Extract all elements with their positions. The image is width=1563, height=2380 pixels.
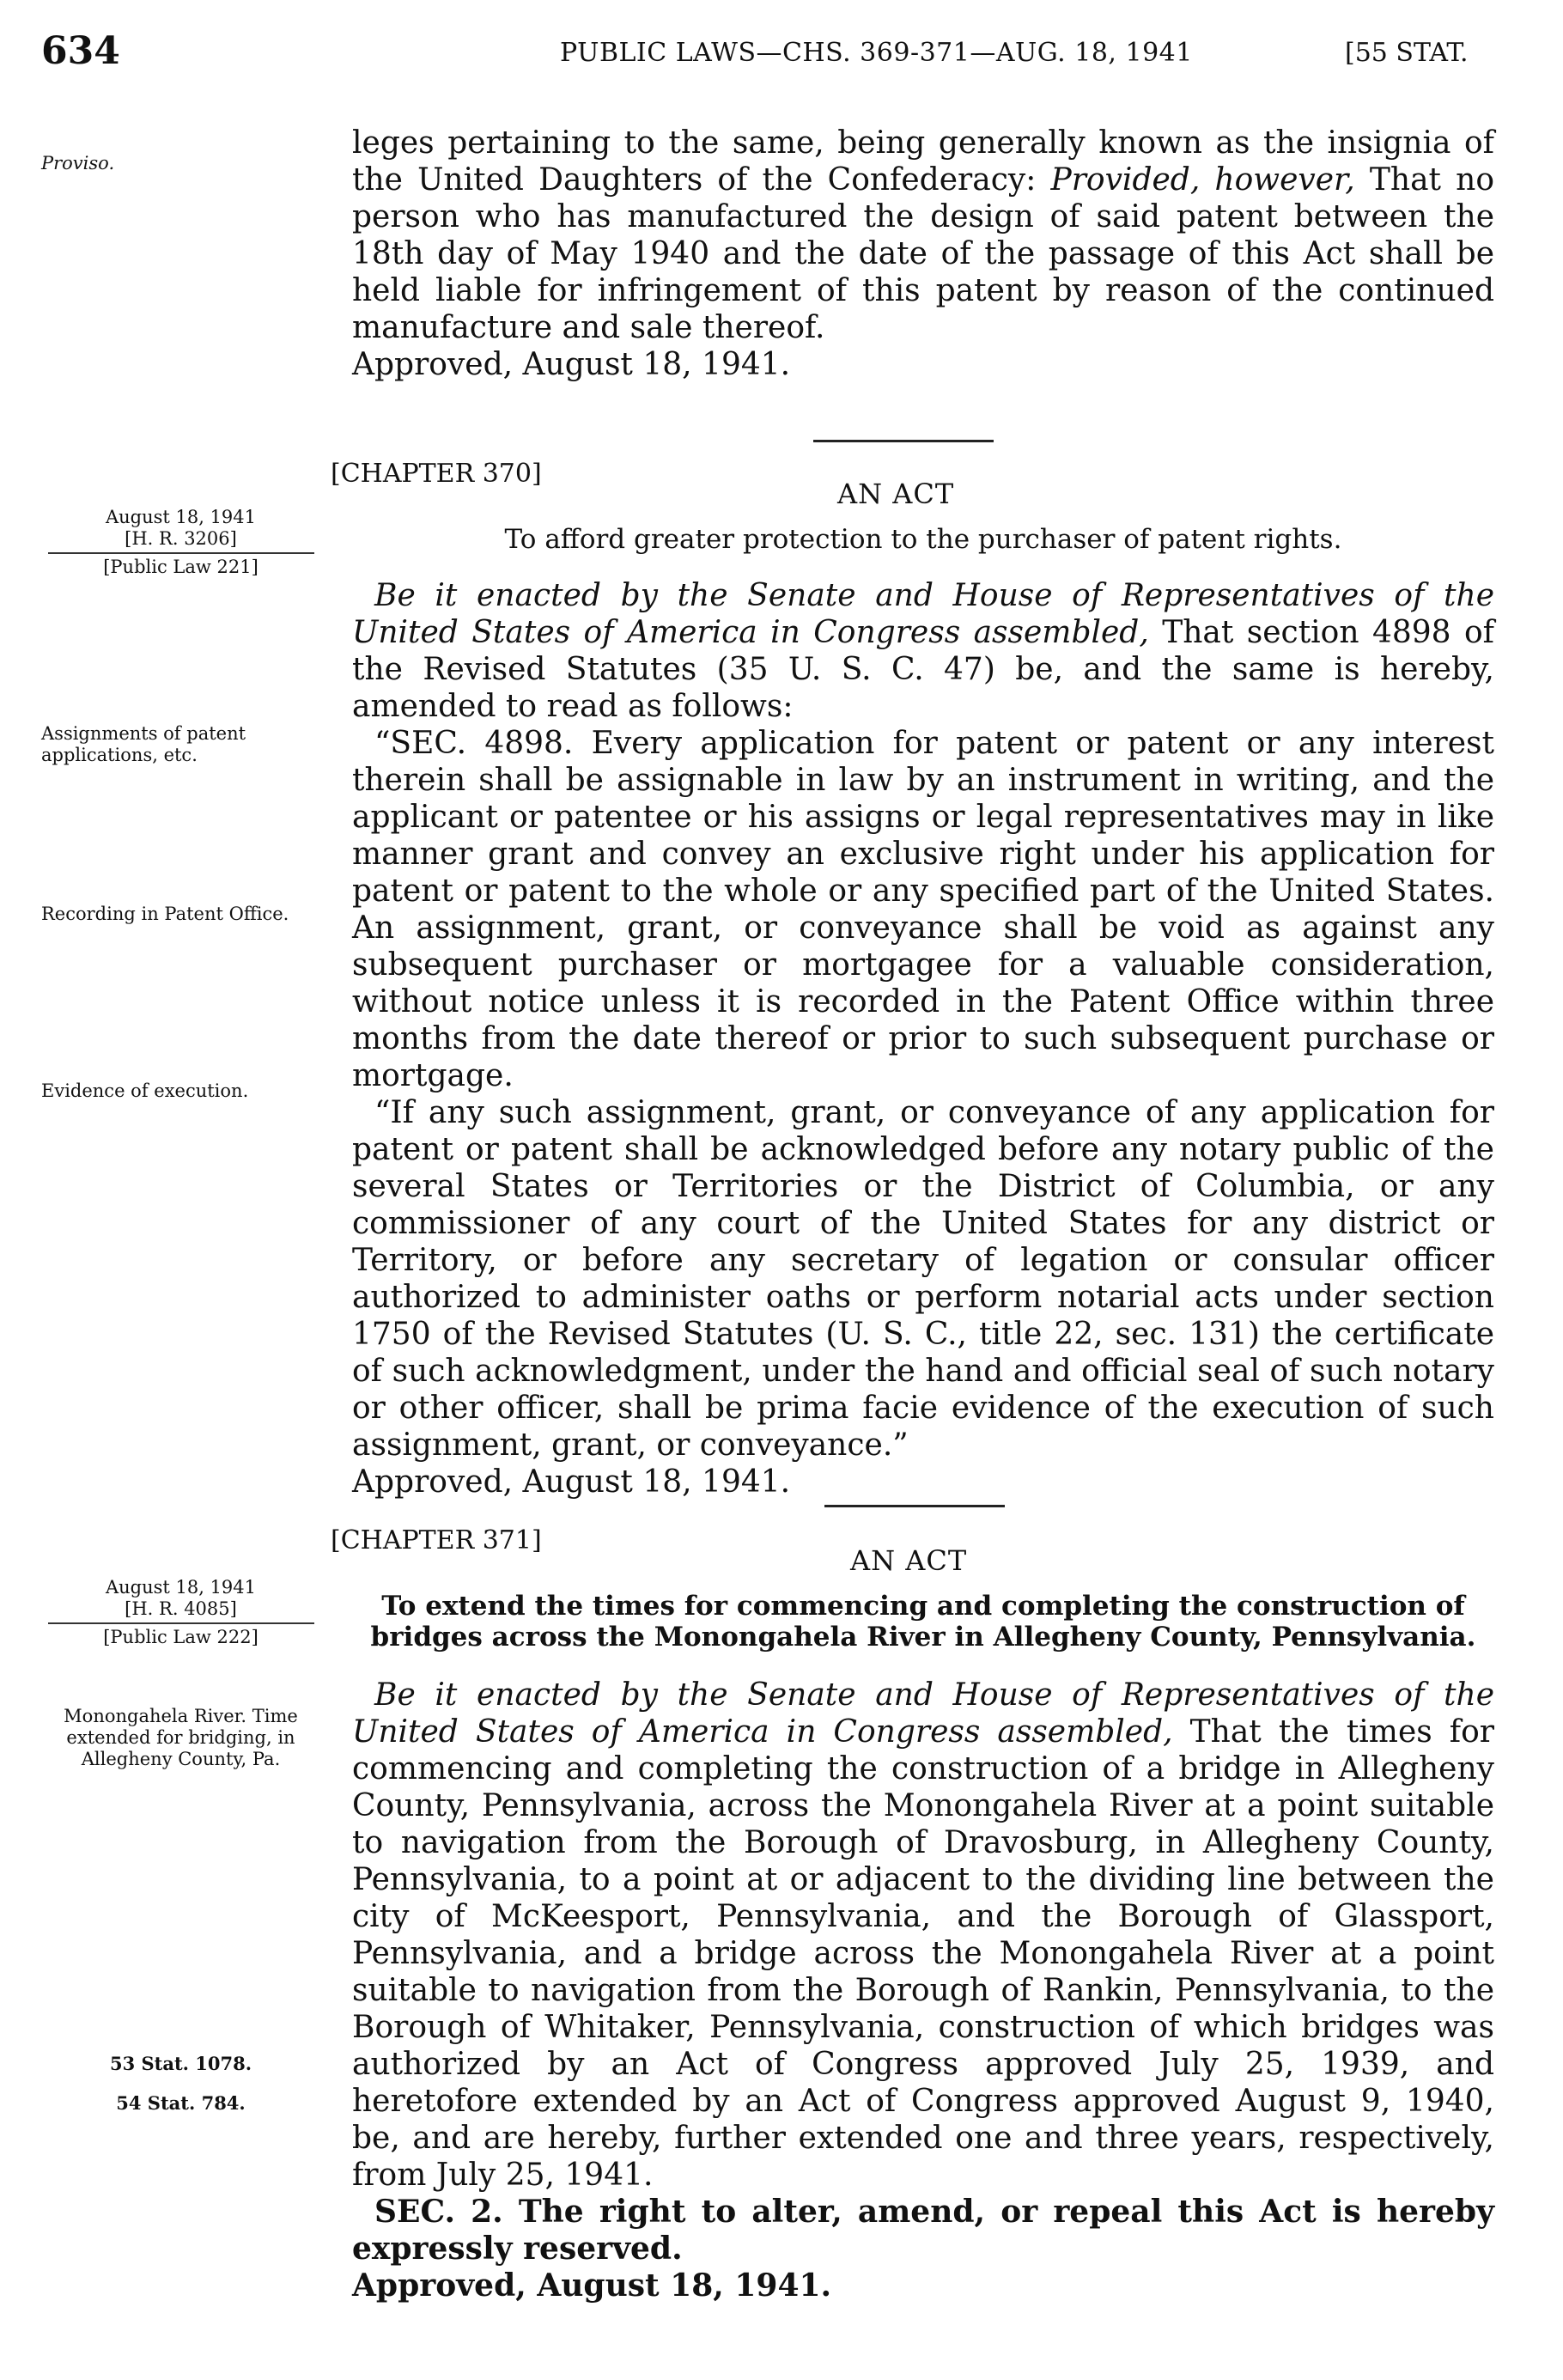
ch369-text-b: That no person who has manufactured the design of said patent between the 18th day of May 1940 and the date of the passage of this Act shall be held liable for infringement of this patent by reason of the continued manufacture and sale thereof. — [352, 162, 1495, 345]
ch370-sidenote-block — [41, 507, 320, 578]
ch371-body — [352, 1677, 1494, 2304]
ch370-an-act: AN ACT — [837, 478, 955, 510]
ch370-section-4898: “SEC. 4898. Every application for patent or patent or any interest therein shall be assignable in law by an instrument in writing, and the applicant or patentee or his assigns or legal representatives may in like manner grant and convey an exclusive right under his application for patent or patent to the whole or any specified part of the United States. An assignment, grant, or conveyance shall be void as against any subsequent purchaser or mortgagee for a valuable consideration, without notice unless it is recorded in the Patent Office within three months from the date thereof or prior to such subsequent purchase or mortgage. — [352, 726, 1494, 1093]
ch370-public-law: [Public Law 221] — [103, 557, 258, 577]
ch371-chapter-label: [CHAPTER 371] — [331, 1525, 542, 1555]
ch370-body — [352, 577, 1494, 1500]
ch370-text-1: That section 4898 of the Revised Statutes (35 U. S. C. 47) be, and the same is hereby, amended to read as follows: — [352, 615, 1494, 724]
ch371-enacting-paragraph — [352, 1677, 1494, 2194]
sidenote-evidence: Evidence of execution. — [41, 1080, 249, 1101]
ch371-enacting-clause: Be it enacted by the Senate and House of Representatives of the United States of America in Congress assembled, — [352, 1677, 1494, 1750]
ch369-approved: Approved, August 18, 1941. — [352, 347, 791, 382]
page-number: 634 — [41, 29, 120, 73]
ch371-bill-number: [H. R. 4085] — [125, 1598, 237, 1619]
ch371-approved: Approved, August 18, 1941. — [352, 2267, 832, 2304]
ch370-enacting-paragraph — [352, 577, 1494, 725]
ch369-paragraph — [352, 125, 1494, 346]
ch369-proviso: Provided, however, — [1050, 162, 1355, 198]
ch371-public-law: [Public Law 222] — [103, 1627, 258, 1647]
section-divider — [813, 440, 994, 442]
ch370-bill-number: [H. R. 3206] — [125, 528, 237, 549]
ch371-date: August 18, 1941 — [105, 1577, 257, 1598]
ch370-date: August 18, 1941 — [105, 507, 257, 527]
running-title: PUBLIC LAWS—CHS. 369-371—AUG. 18, 1941 — [560, 38, 1193, 68]
volume-reference: [55 STAT. — [1345, 38, 1469, 68]
ch371-an-act: AN ACT — [850, 1544, 968, 1577]
sidenote-assignments: Assignments of patent applications, etc. — [41, 723, 246, 765]
ch369-body — [352, 125, 1494, 383]
section-divider — [824, 1505, 1005, 1507]
ch371-purpose: To extend the times for commencing and completing the construction of bridges across the Monongahela River in Allegheny County, Pennsylvania. — [370, 1591, 1476, 1653]
sidenote-recording: Recording in Patent Office. — [41, 904, 289, 924]
ch370-enacting-clause: Be it enacted by the Senate and House of Representatives of the United States of America in Congress assembled, — [352, 578, 1494, 650]
ch370-purpose: To afford greater protection to the purchaser of patent rights. — [504, 524, 1342, 555]
sidenote-54-stat: 54 Stat. 784. — [116, 2092, 246, 2114]
ch371-text-1: That the times for commencing and completing the construction of a bridge in Allegheny County, Pennsylvania, across the Monongahela River at a point suitable to navigation from the Borough of Dravosburg, in Allegheny County, Pennsylvania, to a point at or adjacent to the dividing line between the city of McKeesport, Pennsylvania, and the Borough of Glassport, Pennsylvania, and a bridge across the Monongahela River at a point suitable to navigation from the Borough of Rankin, Pennsylvania, to the Borough of Whitaker, Pennsylvania, construction of which bridges was authorized by an Act of Congress approved July 25, 1939, and heretofore extended by an Act of Congress approved August 9, 1940, be, and are hereby, further extended one and three years, respectively, from July 25, 1941. — [352, 1714, 1494, 2193]
sidenote-53-stat: 53 Stat. 1078. — [109, 2053, 252, 2074]
sidenote-proviso: Proviso. — [41, 153, 115, 173]
sidenote-rule — [48, 552, 314, 554]
ch370-chapter-label: [CHAPTER 370] — [331, 459, 542, 489]
ch370-paragraph-3: “If any such assignment, grant, or conveyance of any application for patent or patent shall be acknowledged before any notary public of the several States or Territories or the District of Columbia, or any commissioner of any court of the United States for any district or Territory, or before any secretary of legation or consular officer authorized to administer oaths or perform notarial acts under section 1750 of the Revised Statutes (U. S. C., title 22, sec. 131) the certificate of such acknowledgment, under the hand and official seal of such notary or other officer, shall be prima facie evidence of the execution of such assignment, grant, or conveyance.” — [352, 1095, 1494, 1463]
ch371-sidenote-block — [41, 1577, 320, 1648]
sidenote-monongahela: Monongahela River. Time extended for bridging, in Allegheny County, Pa. — [64, 1706, 298, 1769]
ch369-text-a: leges pertaining to the same, being generally known as the insignia of the United Daughters of the Confederacy: — [352, 125, 1494, 198]
ch371-section-2: SEC. 2. The right to alter, amend, or repeal this Act is hereby expressly reserved. — [352, 2194, 1494, 2267]
sidenote-rule — [48, 1622, 314, 1624]
ch370-approved: Approved, August 18, 1941. — [352, 1464, 791, 1500]
